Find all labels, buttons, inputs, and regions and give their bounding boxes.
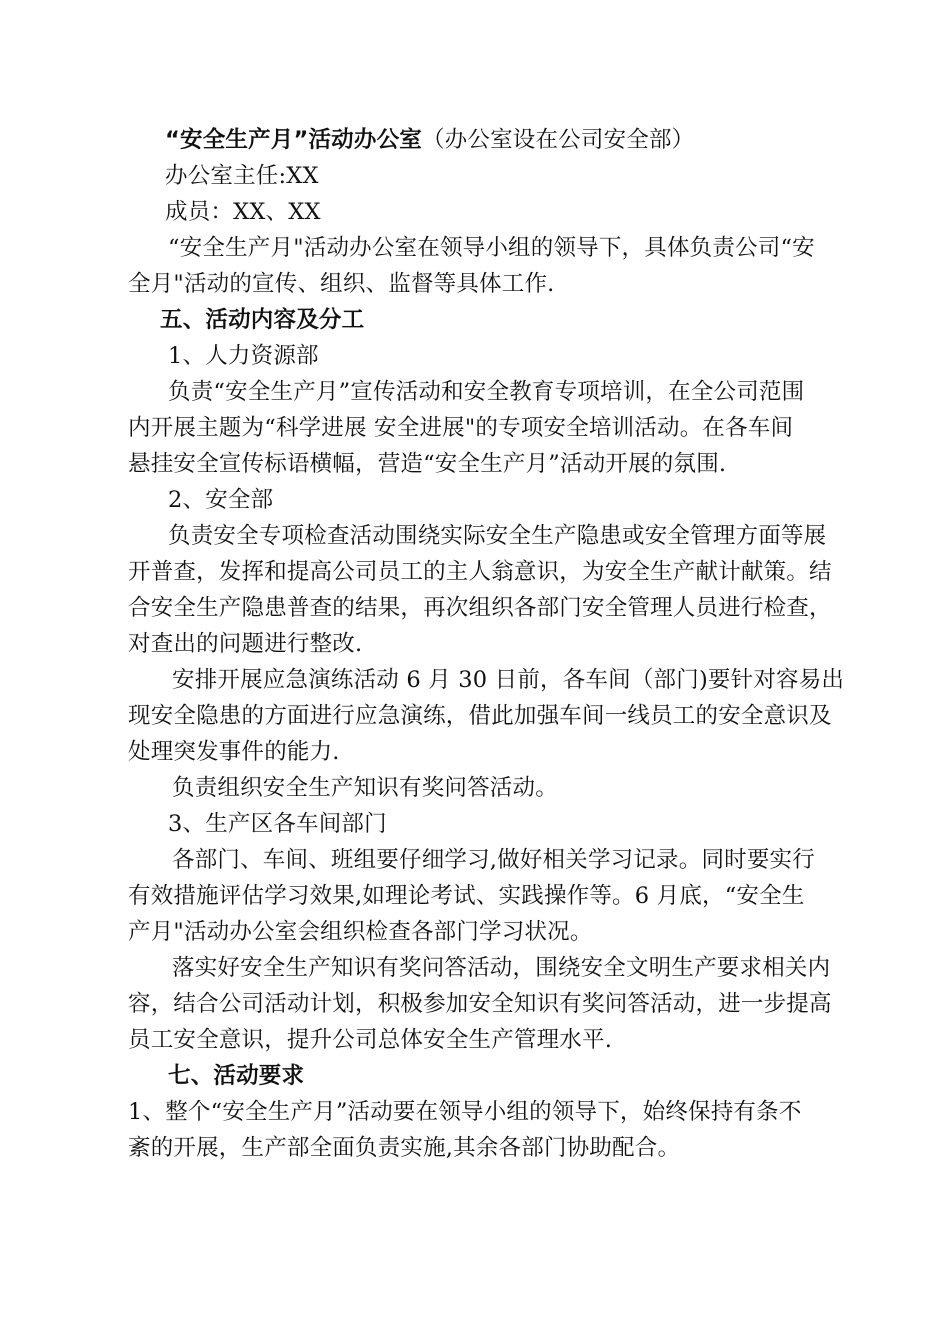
paragraph-text: 产月"活动办公室会组织检查各部门学习状况。 (128, 919, 593, 945)
section-heading-text: 五、活动内容及分工 (160, 307, 365, 333)
subsection-heading-text: 3、生产区各车间部门 (168, 811, 387, 837)
paragraph-line (128, 590, 832, 626)
paragraph-line (128, 698, 832, 734)
office-heading-note: （办公室设在公司安全部） (421, 127, 695, 153)
paragraph-line (128, 1094, 802, 1130)
paragraph-line (128, 1022, 612, 1058)
paragraph-text: 负责组织安全生产知识有奖问答活动。 (172, 775, 558, 801)
paragraph-line (128, 914, 593, 950)
paragraph-line (128, 410, 793, 446)
paragraph-line (172, 662, 844, 698)
paragraph-line (172, 950, 830, 986)
paragraph-text: 1、整个“安全生产月”活动要在领导小组的领导下，始终保持有条不 (128, 1099, 802, 1125)
paragraph-text: 负责安全专项检查活动围绕实际安全生产隐患或安全管理方面等展 (168, 523, 827, 549)
section-heading-5 (160, 302, 364, 338)
paragraph-text: 内开展主题为“科学进展 安全进展"的专项安全培训活动。在各车间 (128, 415, 794, 441)
office-heading (165, 122, 694, 158)
paragraph-line (128, 734, 340, 770)
paragraph-text: 各部门、车间、班组要仔细学习,做好相关学习记录。同时要实行 (172, 847, 815, 873)
paragraph-text: 容，结合公司活动计划，积极参加安全知识有奖问答活动，进一步提高 (128, 991, 832, 1017)
paragraph-line (172, 770, 558, 806)
paragraph-line (128, 1130, 680, 1166)
subsection-heading (168, 482, 273, 518)
office-members-text: 成员：XX、XX (165, 199, 321, 225)
paragraph-text: “安全生产月"活动办公室在领导小组的领导下，具体负责公司“安 (168, 235, 815, 261)
section-heading-7 (168, 1058, 304, 1094)
paragraph-text: 全月"活动的宣传、组织、监督等具体工作. (128, 271, 555, 297)
paragraph-line (128, 986, 832, 1022)
subsection-heading (168, 338, 319, 374)
paragraph-line (168, 230, 815, 266)
office-members (165, 194, 321, 230)
paragraph-line (128, 878, 805, 914)
paragraph-text: 悬挂安全宣传标语横幅，营造“安全生产月”活动开展的氛围. (128, 451, 727, 477)
paragraph-line (128, 266, 555, 302)
paragraph-text: 安排开展应急演练活动 6 月 30 日前，各车间（部门)要针对容易出 (172, 667, 845, 693)
paragraph-line (168, 374, 804, 410)
office-heading-title: “安全生产月”活动办公室 (165, 127, 422, 153)
paragraph-text: 对查出的问题进行整改. (128, 631, 363, 657)
paragraph-line (128, 446, 726, 482)
subsection-heading (168, 806, 387, 842)
section-heading-text: 七、活动要求 (168, 1063, 305, 1089)
paragraph-text: 有效措施评估学习效果,如理论考试、实践操作等。6 月底，“安全生 (128, 883, 805, 909)
paragraph-text: 处理突发事件的能力. (128, 739, 340, 765)
paragraph-line (128, 626, 362, 662)
subsection-heading-text: 2、安全部 (168, 487, 274, 513)
paragraph-text: 员工安全意识，提升公司总体安全生产管理水平. (128, 1027, 613, 1053)
paragraph-text: 合安全生产隐患普查的结果，再次组织各部门安全管理人员进行检查， (128, 595, 832, 621)
paragraph-line (128, 554, 832, 590)
office-director (165, 158, 319, 194)
paragraph-line (172, 842, 815, 878)
paragraph-text: 开普查，发挥和提高公司员工的主人翁意识，为安全生产献计献策。结 (128, 559, 832, 585)
paragraph-text: 紊的开展，生产部全面负责实施,其余各部门协助配合。 (128, 1135, 681, 1161)
subsection-heading-text: 1、人力资源部 (168, 343, 319, 369)
paragraph-text: 负责“安全生产月”宣传活动和安全教育专项培训，在全公司范围 (168, 379, 805, 405)
paragraph-text: 现安全隐患的方面进行应急演练，借此加强车间一线员工的安全意识及 (128, 703, 832, 729)
paragraph-text: 落实好安全生产知识有奖问答活动，围绕安全文明生产要求相关内 (172, 955, 831, 981)
paragraph-line (168, 518, 826, 554)
office-director-text: 办公室主任:XX (165, 163, 319, 189)
